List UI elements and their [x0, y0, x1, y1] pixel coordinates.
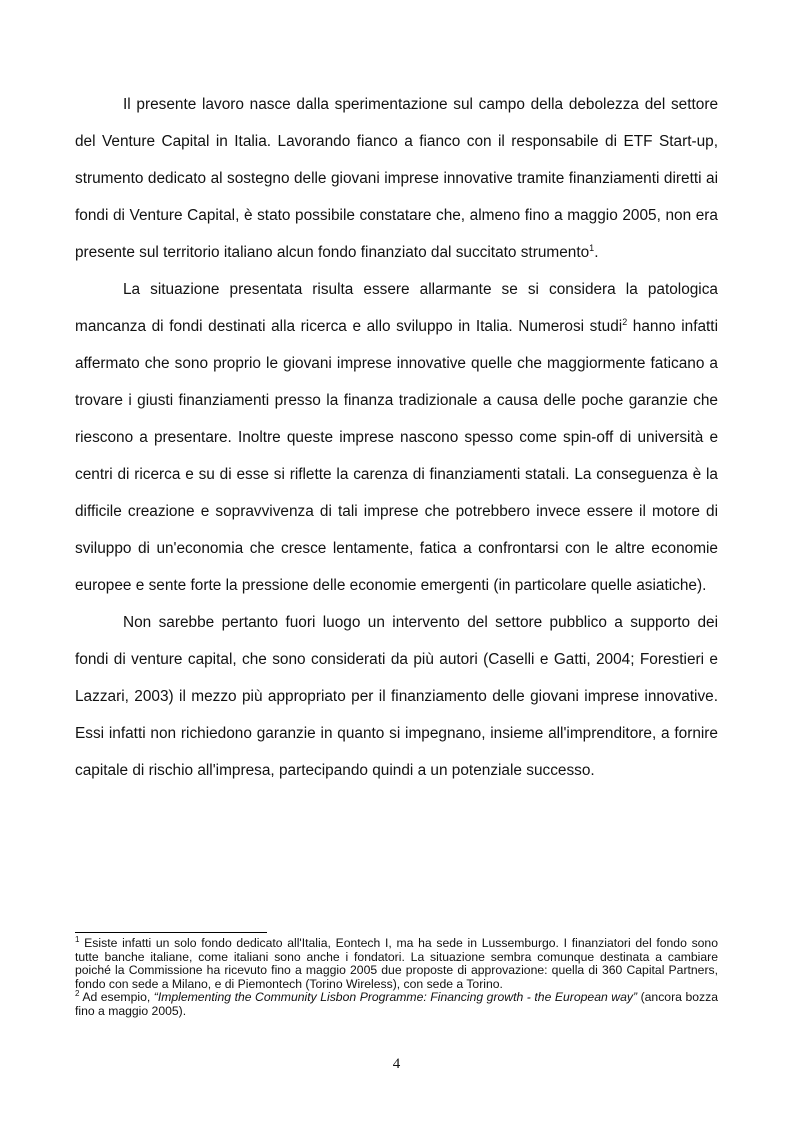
- footnote-2: [75, 991, 718, 1018]
- paragraph-2-text: La situazione presentata risulta essere allarmante se si considera la patologica mancanza di fondi destinati alla ricerca e allo sviluppo in Italia. Numerosi studi: [75, 281, 718, 335]
- footnote-ref-2[interactable]: 2: [622, 316, 628, 327]
- footnote-2-lead: Ad esempio,: [82, 990, 154, 1005]
- footnote-2-marker: 2: [75, 989, 80, 999]
- footnote-separator: [75, 932, 267, 933]
- body-text: [75, 86, 718, 789]
- paragraph-1: [75, 86, 718, 271]
- paragraph-3: Non sarebbe pertanto fuori luogo un intervento del settore pubblico a supporto dei fondi di venture capital, che sono considerati da più autori (Caselli e Gatti, 2004; Forestieri e Lazzari, 2003) il mezzo più appropriato per il finanziamento delle giovani imprese innovative. Essi infatti non richiedono garanzie in quanto si impegnano, insieme all'imprenditore, a fornire capitale di rischio all'impresa, partecipando quindi a un potenziale successo.: [75, 614, 718, 779]
- page-number: 4: [392, 1056, 401, 1072]
- paragraph-1-end: .: [594, 244, 599, 261]
- footnote-1: [75, 934, 718, 991]
- footnote-1-text: Esiste infatti un solo fondo dedicato all'Italia, Eontech I, ma ha sede in Lussemburgo. I finanziatori del fondo sono tutte banche italiane, come italiani sono anche i fondatori. La situazione sembra comunque destinata a cambiare poiché la Commissione ha ricevuto fino a maggio 2005 due proposte di approvazione: quella di 360 Capital Partners, fondo con sede a Milano, e di Piemontech (Torino Wireless), con sede a Torino.: [75, 936, 718, 991]
- paragraph-2-end: hanno infatti affermato che sono proprio le giovani imprese innovative quelle che maggiormente faticano a trovare i giusti finanziamenti presso la finanza tradizionale a causa delle poche garanzie che riescono a presentare. Inoltre queste imprese nascono spesso come spin-off di università e centri di ricerca e su di esse si riflette la carenza di finanziamenti statali. La conseguenza è la difficile creazione e sopravvivenza di tali imprese che potrebbero invece essere il motore di sviluppo di un'economia che cresce lentamente, fatica a confrontarsi con le altre economie europee e sente forte la pressione delle economie emergenti (in particolare quelle asiatiche).: [75, 318, 718, 594]
- footnote-2-tail: (ancora bozza fino a maggio 2005).: [75, 990, 718, 1018]
- footnotes: [75, 934, 718, 1019]
- footnote-ref-1[interactable]: 1: [589, 242, 595, 253]
- paragraph-1-text: Il presente lavoro nasce dalla sperimentazione sul campo della debolezza del settore del Venture Capital in Italia. Lavorando fianco a fianco con il responsabile di ETF Start-up, strumento dedicato al sostegno delle giovani imprese innovative tramite finanziamenti diretti ai fondi di Venture Capital, è stato possibile constatare che, almeno fino a maggio 2005, non era presente sul territorio italiano alcun fondo finanziato dal succitato strumento: [75, 96, 718, 261]
- footnote-1-marker: 1: [75, 934, 80, 944]
- footnote-2-title: “Implementing the Community Lisbon Programme: Financing growth - the European way”: [153, 990, 638, 1005]
- paragraph-2: [75, 271, 718, 604]
